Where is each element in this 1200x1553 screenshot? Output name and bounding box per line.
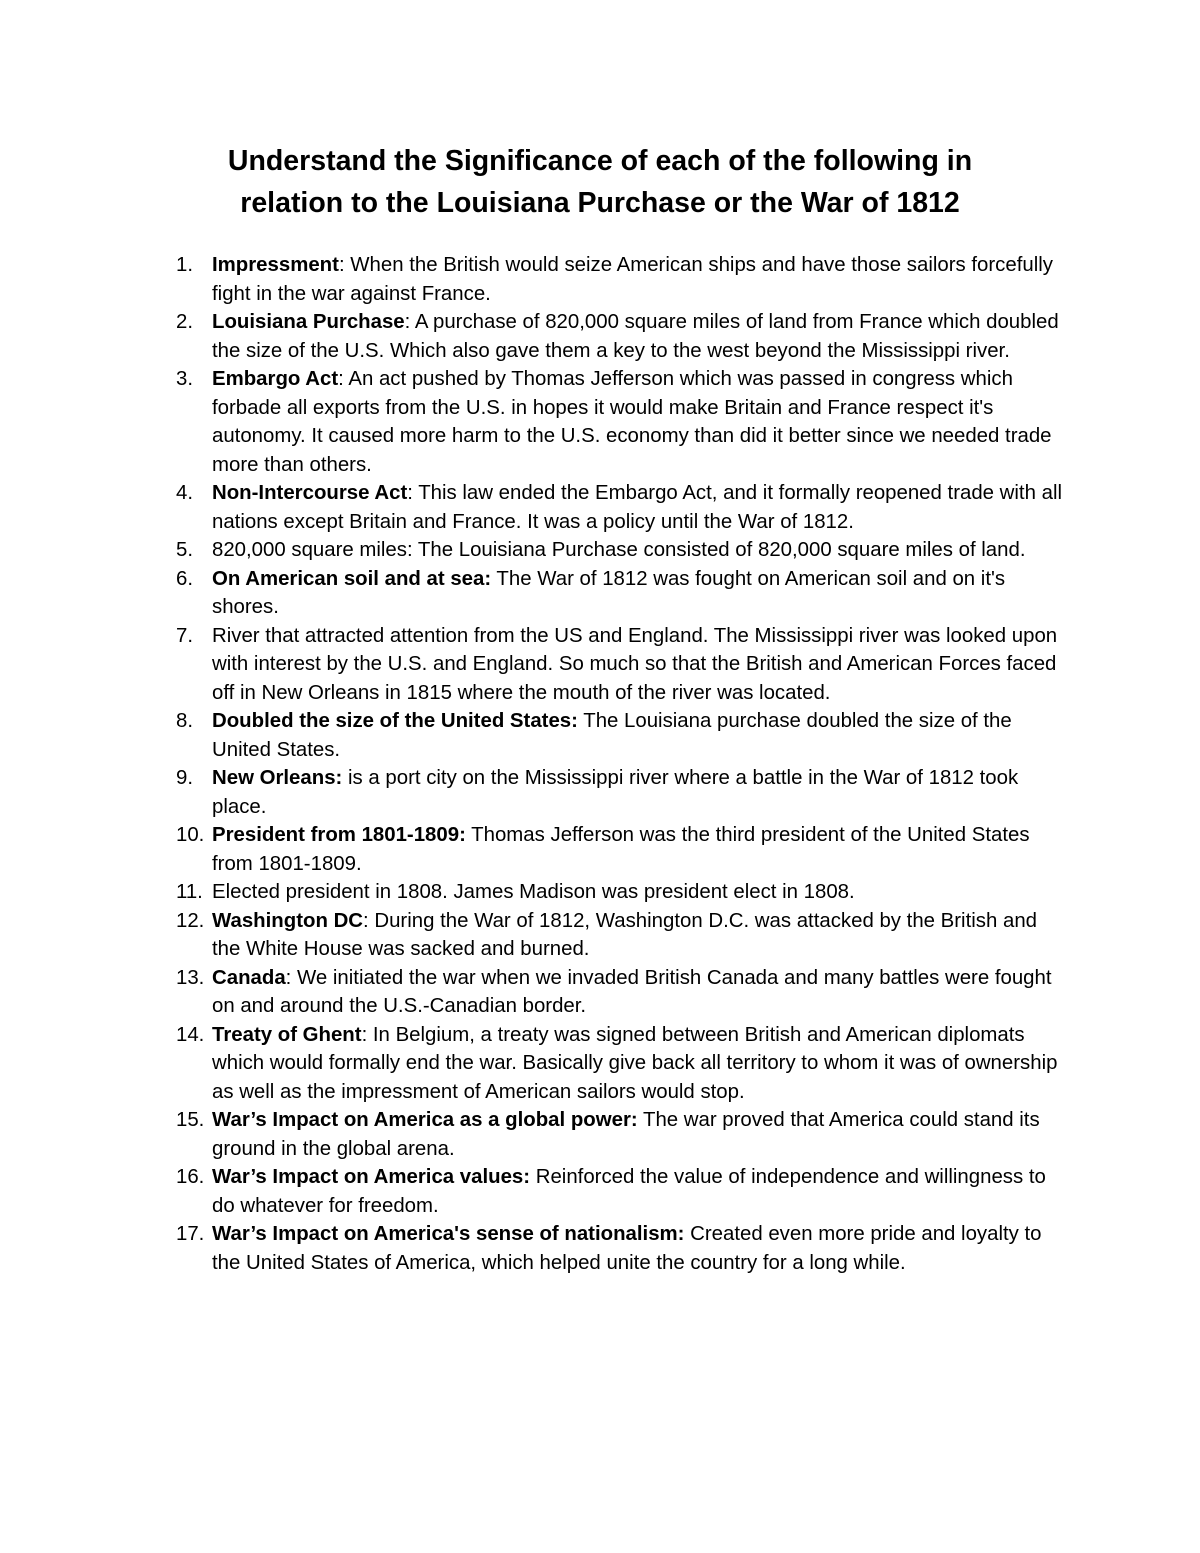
item-text: The War of 1812 was fought on American soil and on it's shores. [212,567,1006,618]
list-item [0,622,1200,708]
list-item [0,1163,1200,1220]
item-number: 17. [176,1223,205,1245]
item-text: : During the War of 1812, Washington D.C. was attacked by the British and the White House was sacked and burned. [212,909,1038,960]
item-term: Washington DC [212,909,364,932]
item-number: 5. [176,539,194,561]
title-line-2: relation to the Louisiana Purchase or the War of 1812 [240,187,960,219]
item-number: 10. [176,824,205,846]
item-number: 14. [176,1023,205,1046]
item-text: The war proved that America could stand its ground in the global arena. [212,1109,1040,1160]
list-item [0,1220,1200,1277]
item-text: : This law ended the Embargo Act, and it formally reopened trade with all nations except Britain and France. It was a policy until the War of 1812. [212,482,1062,533]
item-number: 1. [176,254,194,276]
title-line-1: Understand the Significance of each of the following in [227,145,973,177]
item-number: 9. [176,767,194,789]
item-number: 13. [176,966,205,989]
item-number: 3. [176,368,194,390]
item-text: Reinforced the value of independence and willingness to do whatever for freedom. [212,1166,1046,1217]
item-text: The Louisiana purchase doubled the size of the United States. [212,710,1012,761]
list-item [0,707,1200,764]
list-item [0,964,1200,1021]
list-item [0,1021,1200,1107]
item-text: : In Belgium, a treaty was signed between British and American diplomats which would formally end the war. Basically give back all territory to whom it was of ownership as well as the impressment of American sailors would stop. [212,1023,1058,1103]
item-number: 4. [176,482,194,504]
item-text: Elected president in 1808. James Madison was president elect in 1808. [212,881,855,903]
item-text: Created even more pride and loyalty to the United States of America, which helped unite the country for a long while. [212,1223,1042,1274]
item-text: : When the British would seize American ships and have those sailors forcefully fight in the war against France. [212,254,1053,305]
item-number: 15. [176,1109,205,1131]
list-item [0,1106,1200,1163]
item-text: Thomas Jefferson was the third president of the United States from 1801-1809. [212,824,1030,875]
item-term: On American soil and at sea: [212,567,492,590]
list-item [0,365,1200,479]
item-number: 12. [176,909,205,932]
item-term: War’s Impact on America as a global power: [212,1109,638,1131]
item-number: 8. [176,710,194,732]
item-text: : An act pushed by Thomas Jefferson which was passed in congress which forbade all exports from the U.S. in hopes it would make Britain and France respect it's autonomy. It caused more harm to the U.S. economy than did it better since we needed trade more than others. [212,368,1052,476]
list-item [0,308,1200,365]
item-term: Impressment [212,254,339,276]
term-list [0,251,1200,1277]
list-item [0,764,1200,821]
item-term: War’s Impact on America values: [212,1166,531,1188]
item-term: New Orleans: [212,767,343,789]
list-item [0,479,1200,536]
document-title [140,140,1060,224]
list-item [0,251,1200,308]
list-item [0,907,1200,964]
item-term: Non-Intercourse Act [212,482,408,504]
item-term: Treaty of Ghent [212,1023,362,1046]
item-term: President from 1801-1809: [212,824,466,846]
item-text: : A purchase of 820,000 square miles of land from France which doubled the size of the U.S. Which also gave them a key to the west beyond the Mississippi river. [212,311,1059,362]
list-item [0,821,1200,878]
item-text: River that attracted attention from the US and England. The Mississippi river was looked upon with interest by the U.S. and England. So much so that the British and American Forces faced off in New Orleans in 1815 where the mouth of the river was located. [212,624,1058,704]
item-number: 6. [176,567,194,590]
item-term: Canada [212,966,286,989]
item-term: Embargo Act [212,368,339,390]
item-text: is a port city on the Mississippi river where a battle in the War of 1812 took place. [212,767,1019,818]
list-item [0,536,1200,565]
item-term: Louisiana Purchase [212,311,405,333]
item-text: : We initiated the war when we invaded British Canada and many battles were fought on and around the U.S.-Canadian border. [212,966,1052,1017]
item-term: War’s Impact on America's sense of nationalism: [212,1223,685,1245]
list-item [0,565,1200,622]
item-number: 7. [176,624,194,647]
list-item [0,878,1200,907]
item-number: 11. [176,881,203,903]
item-number: 2. [176,311,194,333]
item-number: 16. [176,1166,205,1188]
item-term: Doubled the size of the United States: [212,710,578,732]
item-text: 820,000 square miles: The Louisiana Purchase consisted of 820,000 square miles of land. [212,539,1026,561]
